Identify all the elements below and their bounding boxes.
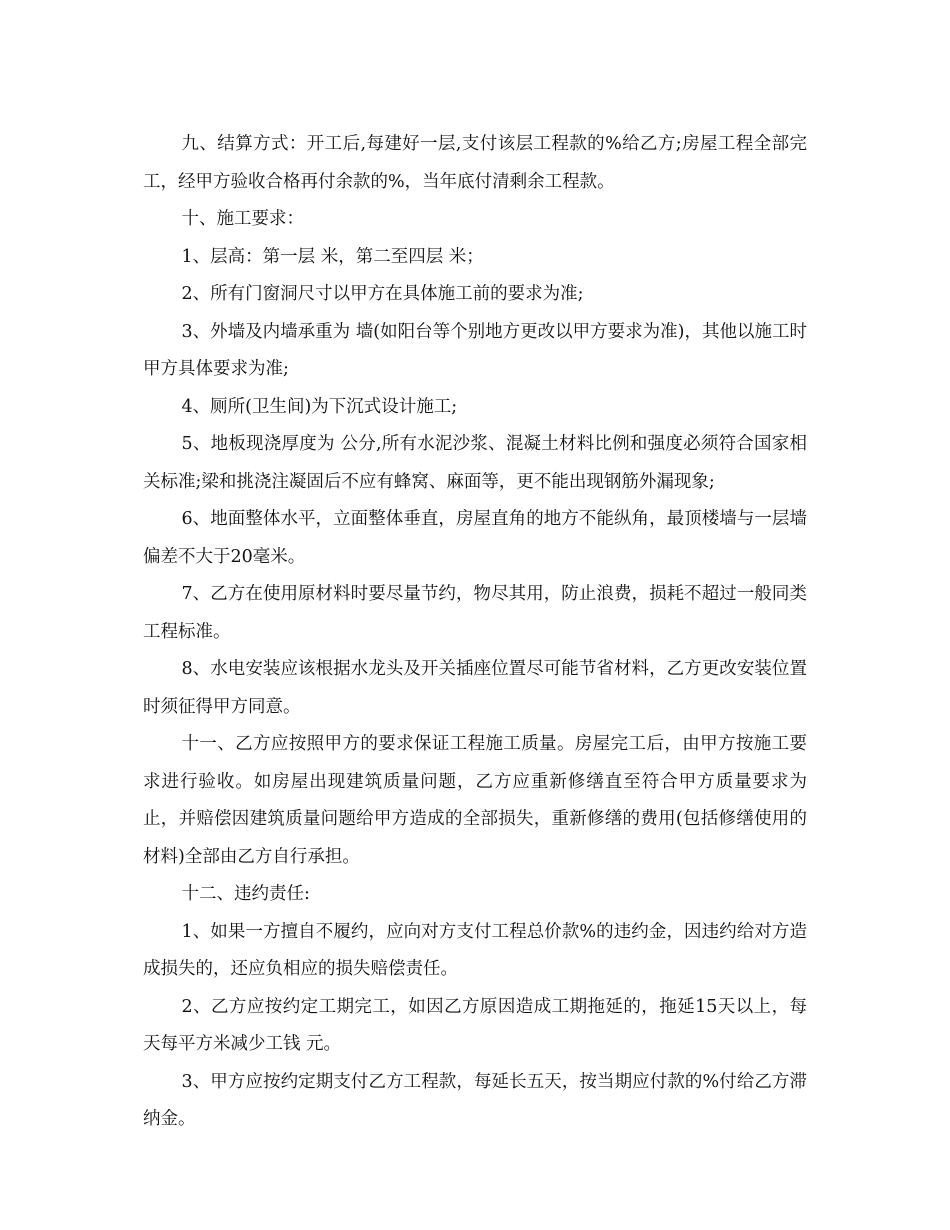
clause-9-settlement: 九、结算方式：开工后,每建好一层,支付该层工程款的%给乙方;房屋工程全部完工，经甲方验收合格再付余款的%，当年底付清剩余工程款。 [143, 134, 807, 192]
clause-10-item-6: 6、地面整体水平，立面整体垂直，房屋直角的地方不能纵角，最顶楼墙与一层墙偏差不大于20毫米。 [143, 509, 807, 567]
clause-10-item-4: 4、厕所(卫生间)为下沉式设计施工; [181, 396, 458, 417]
clause-10-item-8: 8、水电安装应该根据水龙头及开关插座位置尽可能节省材料，乙方更改安装位置时须征得甲方同意。 [143, 659, 807, 717]
clause-12-item-2: 2、乙方应按约定工期完工，如因乙方原因造成工期拖延的，拖延15天以上，每天每平方米减少工钱 元。 [143, 996, 807, 1054]
clause-11-quality: 十一、乙方应按照甲方的要求保证工程施工质量。房屋完工后，由甲方按施工要求进行验收。如房屋出现建筑质量问题，乙方应重新修缮直至符合甲方质量要求为止，并赔偿因建筑质量问题给甲方造成的全部损失，重新修缮的费用(包括修缮使用的材料)全部由乙方自行承担。 [143, 734, 807, 867]
clause-10-item-5: 5、地板现浇厚度为 公分,所有水泥沙浆、混凝土材料比例和强度必须符合国家相关标准;梁和挑浇注凝固后不应有蜂窝、麻面等，更不能出现钢筋外漏现象; [143, 434, 807, 492]
clause-10-item-3: 3、外墙及内墙承重为 墙(如阳台等个别地方更改以甲方要求为准)，其他以施工时甲方具体要求为准; [143, 321, 807, 379]
clause-10-item-2: 2、所有门窗洞尺寸以甲方在具体施工前的要求为准; [181, 284, 584, 304]
clause-12-heading: 十二、违约责任: [181, 884, 310, 904]
clause-12-item-3: 3、甲方应按约定期支付乙方工程款，每延长五天，按当期应付款的%付给乙方滞纳金。 [143, 1071, 807, 1129]
document-body [143, 126, 807, 1139]
clause-10-item-7: 7、乙方在使用原材料时要尽量节约，物尽其用，防止浪费，损耗不超过一般同类工程标准。 [143, 584, 807, 642]
clause-10-heading: 十、施工要求： [181, 209, 304, 229]
clause-10-item-1: 1、层高：第一层 米，第二至四层 米； [181, 246, 484, 267]
clause-12-item-1: 1、如果一方擅自不履约，应向对方支付工程总价款%的违约金，因违约给对方造成损失的，还应负相应的损失赔偿责任。 [143, 921, 807, 979]
